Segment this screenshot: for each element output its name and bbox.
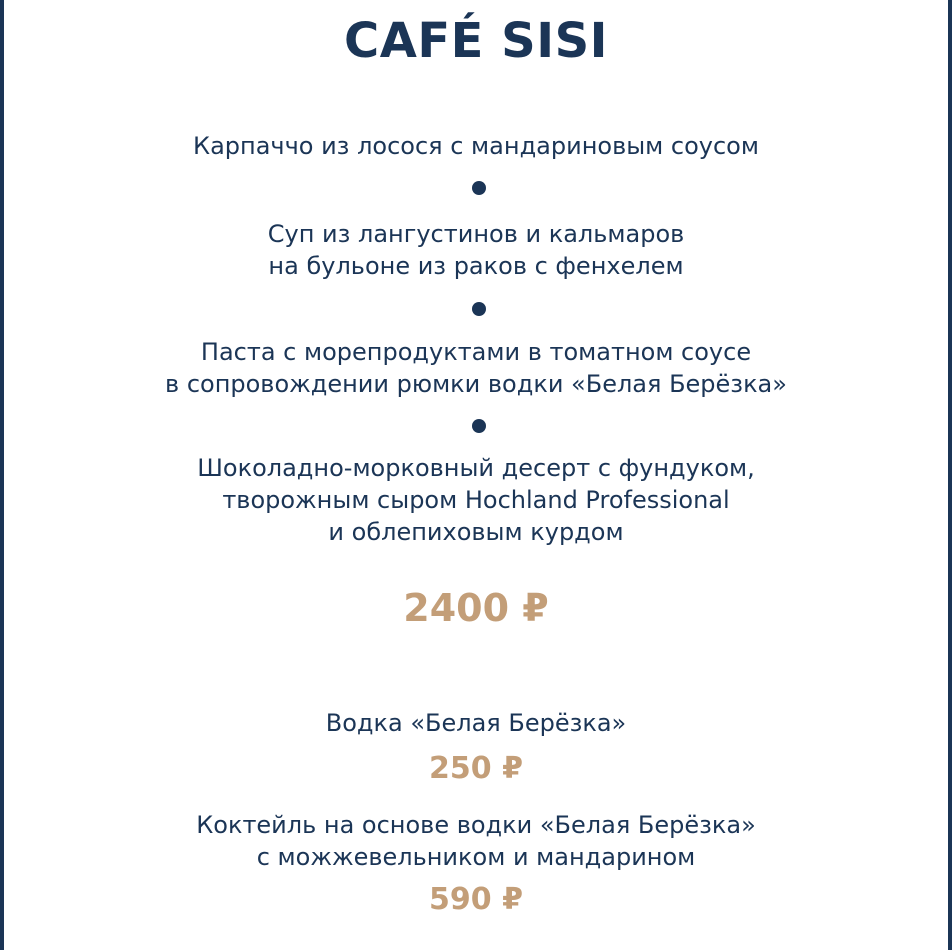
restaurant-title: CAFÉ SISI <box>343 13 609 69</box>
set-menu-price: 2400 ₽ <box>403 586 549 630</box>
dish-soup <box>60 218 892 282</box>
drink-line: с можжевельником и мандарином <box>256 843 696 871</box>
dish-line: и облепиховым курдом <box>328 518 624 546</box>
dish-line: на бульоне из раков с фенхелем <box>268 252 684 280</box>
drink-line: Водка «Белая Берёзка» <box>325 709 627 737</box>
drink-line: Коктейль на основе водки «Белая Берёзка» <box>196 811 756 839</box>
drink-cocktail <box>60 809 892 873</box>
dish-line: творожным сыром Hochland Professional <box>222 486 730 514</box>
dish-line: Суп из лангустинов и кальмаров <box>267 220 685 248</box>
dish-line: в сопровождении рюмки водки «Белая Берёзка» <box>165 370 787 398</box>
drink-vodka-price: 250 ₽ <box>429 751 523 786</box>
dish-dessert <box>60 452 892 548</box>
dish-carpaccio <box>60 130 892 162</box>
drink-cocktail-price: 590 ₽ <box>429 882 523 917</box>
separator-dot <box>472 302 486 316</box>
dish-line: Карпаччо из лосося с мандариновым соусом <box>193 132 759 160</box>
separator-dot <box>472 419 486 433</box>
separator-dot <box>472 181 486 195</box>
dish-pasta <box>60 336 892 400</box>
dish-line: Шоколадно-морковный десерт с фундуком, <box>197 454 755 482</box>
dish-line: Паста с морепродуктами в томатном соусе <box>200 338 752 366</box>
drink-vodka <box>60 707 892 739</box>
